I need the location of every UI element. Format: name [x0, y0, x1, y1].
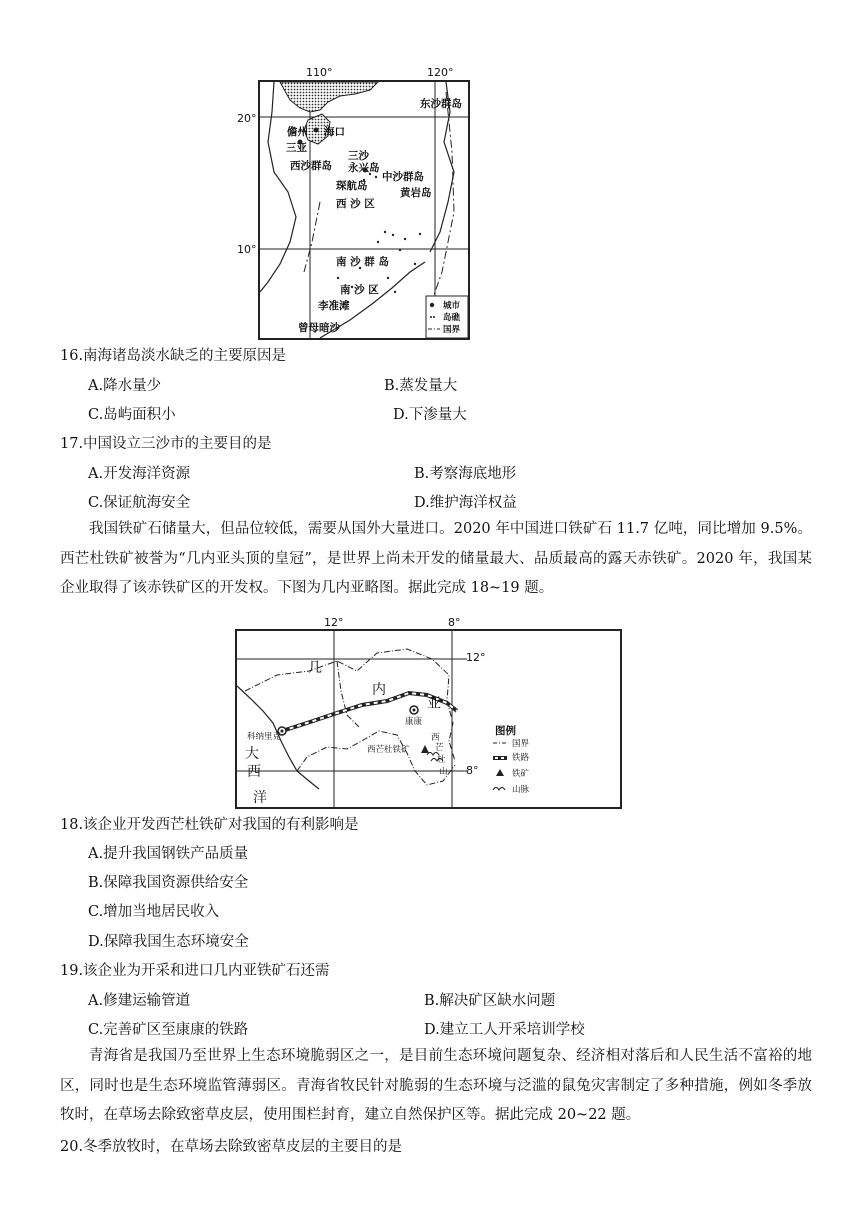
- question-16-option-a[interactable]: A.降水量少: [88, 378, 162, 394]
- lat-label-12: 12°: [466, 651, 486, 664]
- mountain-char-1: 西: [431, 733, 440, 743]
- question-17-option-b[interactable]: B.考察海底地形: [414, 466, 517, 482]
- label-haikou: 海口: [324, 126, 345, 138]
- label-huangyan: 黄岩岛: [400, 187, 432, 199]
- label-chenhang: 琛航岛: [336, 180, 368, 192]
- legend-railway: 铁路: [512, 753, 530, 763]
- lon-label-120: 120°: [427, 66, 454, 79]
- legend-island: 岛礁: [443, 313, 461, 323]
- question-18-option-a[interactable]: A.提升我国钢铁产品质量: [88, 846, 249, 862]
- question-16-stem: 16.南海诸岛淡水缺乏的主要原因是: [60, 348, 287, 364]
- label-sanya: 三亚: [286, 142, 307, 154]
- label-zengmu: 曾母暗沙: [298, 322, 340, 334]
- label-danzhou: 儋州: [287, 126, 308, 138]
- question-16-option-b[interactable]: B.蒸发量大: [384, 378, 458, 394]
- legend-border: 国界: [512, 739, 530, 749]
- ocean-char-3: 洋: [253, 790, 267, 806]
- guinea-map: [235, 629, 622, 809]
- country-char-1: 几: [308, 660, 322, 676]
- south-china-sea-map: [258, 80, 470, 340]
- label-nansha-islands: 南 沙 群 岛: [336, 256, 389, 268]
- mountain-char-3: 杜: [437, 755, 446, 765]
- question-19-stem: 19.该企业为开采和进口几内亚铁矿石还需: [60, 963, 330, 979]
- question-18-option-d[interactable]: D.保障我国生态环境安全: [88, 934, 249, 950]
- question-17-stem: 17.中国设立三沙市的主要目的是: [60, 436, 272, 452]
- label-lizhun: 李准滩: [318, 300, 350, 312]
- guinea-map-graphic: [237, 631, 620, 807]
- ocean-char-2: 西: [247, 764, 261, 780]
- question-18-option-c[interactable]: C.增加当地居民收入: [88, 904, 220, 920]
- lat-label-8: 8°: [466, 764, 479, 777]
- legend-iron-mine: 铁矿: [512, 769, 530, 779]
- question-16-option-d[interactable]: D.下渗量大: [393, 407, 467, 423]
- passage-qinghai-ecology: 青海省是我国乃至世界上生态环境脆弱区之一，是目前生态环境问题复杂、经济相对落后和人民生活不富裕的地区，同时也是生态环境监管薄弱区。青海省牧民针对脆弱的生态环境与泛滥的鼠兔灾害制定了多种措施，例如冬季放牧时，在草场去除致密草皮层，使用围栏封育，建立自然保护区等。据此完成 20~22 题。: [60, 1048, 812, 1123]
- label-kankan: 康康: [405, 717, 423, 727]
- legend-city: 城市: [443, 301, 461, 311]
- question-17-option-c[interactable]: C.保证航海安全: [88, 495, 191, 511]
- mountain-char-2: 芒: [435, 743, 444, 753]
- passage-guinea-iron-ore: 我国铁矿石储量大，但品位较低，需要从国外大量进口。2020 年中国进口铁矿石 11.7 亿吨，同比增加 9.5%。西芒杜铁矿被誉为“几内亚头顶的皇冠”，是世界上尚未开发的储量最大、品质最高的露天赤铁矿。2020 年，我国某企业取得了该赤铁矿区的开发权。下图为几内亚略图。据此完成 18~19 题。: [60, 521, 812, 596]
- question-19-option-c[interactable]: C.完善矿区至康康的铁路: [88, 1022, 249, 1038]
- lat-label-10: 10°: [237, 243, 257, 256]
- label-yongxing: 永兴岛: [348, 162, 380, 174]
- label-simandou-mine: 西芒杜铁矿: [367, 745, 410, 755]
- label-nansha-district: 南 沙 区: [340, 284, 379, 296]
- lon-label-110: 110°: [306, 66, 333, 79]
- lon-label-12: 12°: [324, 616, 344, 629]
- question-18-stem: 18.该企业开发西芒杜铁矿对我国的有利影响是: [60, 817, 359, 833]
- label-xisha-islands: 西沙群岛: [290, 160, 332, 172]
- question-20-stem: 20.冬季放牧时，在草场去除致密草皮层的主要目的是: [60, 1139, 403, 1155]
- legend-border: 国界: [443, 325, 461, 335]
- label-xisha-district: 西 沙 区: [336, 198, 375, 210]
- label-zhongsha: 中沙群岛: [382, 171, 424, 183]
- label-conakry: 科纳里克: [247, 732, 282, 742]
- mountain-char-4: 山: [439, 767, 448, 777]
- question-19-option-a[interactable]: A.修建运输管道: [88, 993, 191, 1009]
- question-18-option-b[interactable]: B.保障我国资源供给安全: [88, 875, 249, 891]
- legend-mountain: 山脉: [512, 785, 530, 795]
- country-char-2: 内: [372, 682, 386, 698]
- question-17-option-a[interactable]: A.开发海洋资源: [88, 466, 191, 482]
- label-dongsha: 东沙群岛: [420, 98, 462, 110]
- label-sansha: 三沙: [348, 150, 369, 162]
- country-char-3: 亚: [427, 696, 441, 712]
- question-19-option-d[interactable]: D.建立工人开采培训学校: [424, 1022, 585, 1038]
- question-17-option-d[interactable]: D.维护海洋权益: [414, 495, 517, 511]
- legend-title: 图例: [495, 725, 516, 737]
- question-16-option-c[interactable]: C.岛屿面积小: [88, 407, 176, 423]
- lon-label-8: 8°: [448, 616, 461, 629]
- lat-label-20: 20°: [237, 112, 257, 125]
- ocean-char-1: 大: [245, 746, 259, 762]
- question-19-option-b[interactable]: B.解决矿区缺水问题: [424, 993, 556, 1009]
